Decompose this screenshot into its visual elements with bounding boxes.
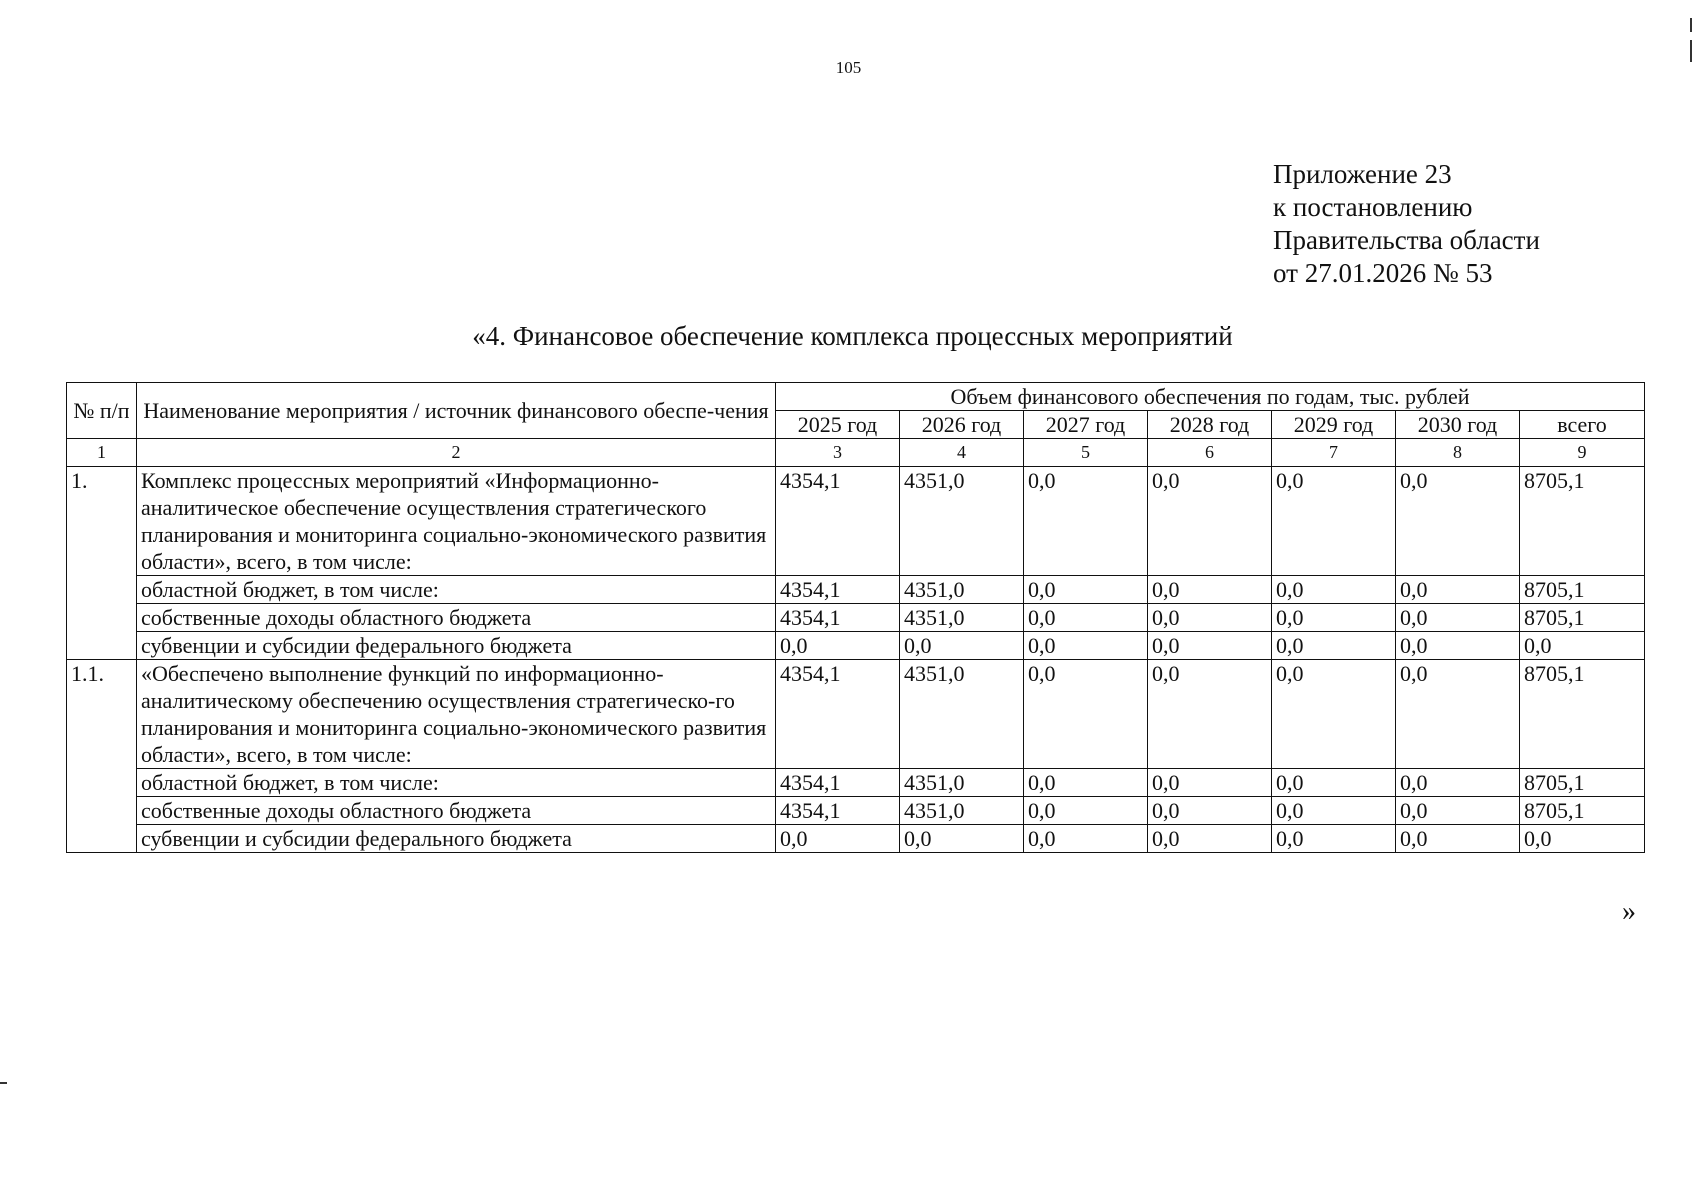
column-number: 9 — [1520, 439, 1645, 467]
column-number: 7 — [1272, 439, 1396, 467]
year-value: 0,0 — [1148, 797, 1272, 825]
year-value: 0,0 — [1148, 604, 1272, 632]
year-value: 0,0 — [1024, 632, 1148, 660]
year-value: 4354,1 — [776, 660, 900, 769]
column-number: 1 — [67, 439, 137, 467]
table-row — [67, 797, 1645, 825]
total-value: 8705,1 — [1520, 604, 1645, 632]
year-value: 0,0 — [1272, 797, 1396, 825]
table-row — [67, 467, 1645, 576]
year-value: 0,0 — [1148, 632, 1272, 660]
row-name: собственные доходы областного бюджета — [137, 604, 776, 632]
header-year: 2030 год — [1396, 411, 1520, 439]
year-value: 4351,0 — [900, 797, 1024, 825]
year-value: 0,0 — [1272, 769, 1396, 797]
year-value: 0,0 — [1272, 825, 1396, 853]
appendix-line: к постановлению — [1273, 192, 1473, 222]
year-value: 4351,0 — [900, 769, 1024, 797]
header-year: 2026 год — [900, 411, 1024, 439]
year-value: 0,0 — [1396, 467, 1520, 576]
year-value: 4354,1 — [776, 769, 900, 797]
year-value: 0,0 — [1272, 632, 1396, 660]
year-value: 4351,0 — [900, 660, 1024, 769]
year-value: 4354,1 — [776, 467, 900, 576]
total-value: 8705,1 — [1520, 467, 1645, 576]
row-name: областной бюджет, в том числе: — [137, 769, 776, 797]
total-value: 8705,1 — [1520, 797, 1645, 825]
year-value: 4354,1 — [776, 604, 900, 632]
column-number: 2 — [137, 439, 776, 467]
total-value: 8705,1 — [1520, 769, 1645, 797]
year-value: 0,0 — [1272, 604, 1396, 632]
scan-mark — [1690, 40, 1692, 62]
header-total: всего — [1520, 411, 1645, 439]
year-value: 0,0 — [1148, 576, 1272, 604]
year-value: 0,0 — [776, 632, 900, 660]
header-row — [67, 383, 1645, 411]
year-value: 0,0 — [1024, 825, 1148, 853]
header-year: 2029 год — [1272, 411, 1396, 439]
year-value: 0,0 — [1024, 604, 1148, 632]
header-no: № п/п — [67, 383, 137, 439]
column-number-row — [67, 439, 1645, 467]
total-value: 0,0 — [1520, 825, 1645, 853]
total-value: 8705,1 — [1520, 576, 1645, 604]
year-value: 0,0 — [900, 825, 1024, 853]
column-number: 8 — [1396, 439, 1520, 467]
year-value: 0,0 — [1396, 576, 1520, 604]
table-row — [67, 825, 1645, 853]
page-number: 105 — [835, 58, 862, 77]
year-value: 0,0 — [1396, 660, 1520, 769]
year-value: 0,0 — [1024, 576, 1148, 604]
row-number: 1.1. — [67, 660, 137, 853]
appendix-line: Правительства области — [1273, 225, 1540, 255]
table-row — [67, 769, 1645, 797]
header-volume: Объем финансового обеспечения по годам, тыс. рублей — [776, 383, 1645, 411]
scan-mark — [0, 1082, 7, 1084]
year-value: 0,0 — [1024, 467, 1148, 576]
year-value: 4354,1 — [776, 576, 900, 604]
year-value: 0,0 — [1024, 660, 1148, 769]
row-number: 1. — [67, 467, 137, 660]
year-value: 0,0 — [1148, 660, 1272, 769]
table-row — [67, 660, 1645, 769]
year-value: 0,0 — [1148, 769, 1272, 797]
year-value: 4351,0 — [900, 576, 1024, 604]
row-name: субвенции и субсидии федерального бюджета — [137, 825, 776, 853]
total-value: 8705,1 — [1520, 660, 1645, 769]
table-row — [67, 604, 1645, 632]
scan-mark — [1690, 18, 1692, 32]
header-name: Наименование мероприятия / источник финансового обеспе-чения — [137, 383, 776, 439]
year-value: 0,0 — [1396, 604, 1520, 632]
row-name: Комплекс процессных мероприятий «Информационно-аналитическое обеспечение осуществления стратегического планирования и мониторинга социально-экономического развития области», всего, в том числе: — [137, 467, 776, 576]
year-value: 0,0 — [1024, 769, 1148, 797]
row-name: субвенции и субсидии федерального бюджета — [137, 632, 776, 660]
appendix-line: Приложение 23 — [1273, 159, 1452, 189]
year-value: 4354,1 — [776, 797, 900, 825]
column-number: 4 — [900, 439, 1024, 467]
column-number: 6 — [1148, 439, 1272, 467]
year-value: 0,0 — [1272, 576, 1396, 604]
table-row — [67, 632, 1645, 660]
row-name: «Обеспечено выполнение функций по информационно-аналитическому обеспечению осуществления стратегическо-го планирования и мониторинга социально-экономического развития области», всего, в том числе: — [137, 660, 776, 769]
year-value: 0,0 — [1396, 769, 1520, 797]
header-year: 2027 год — [1024, 411, 1148, 439]
year-value: 0,0 — [1272, 660, 1396, 769]
year-value: 0,0 — [1396, 825, 1520, 853]
year-value: 0,0 — [1396, 632, 1520, 660]
table-row — [67, 576, 1645, 604]
year-value: 0,0 — [1024, 797, 1148, 825]
row-name: собственные доходы областного бюджета — [137, 797, 776, 825]
year-value: 4351,0 — [900, 604, 1024, 632]
year-value: 0,0 — [776, 825, 900, 853]
year-value: 0,0 — [1148, 467, 1272, 576]
total-value: 0,0 — [1520, 632, 1645, 660]
closing-quote: » — [1622, 896, 1636, 927]
year-value: 4351,0 — [900, 467, 1024, 576]
appendix-block — [1273, 158, 1540, 290]
column-number: 5 — [1024, 439, 1148, 467]
financing-table — [66, 382, 1645, 853]
header-year: 2028 год — [1148, 411, 1272, 439]
year-value: 0,0 — [1148, 825, 1272, 853]
column-number: 3 — [776, 439, 900, 467]
header-year: 2025 год — [776, 411, 900, 439]
year-value: 0,0 — [1396, 797, 1520, 825]
row-name: областной бюджет, в том числе: — [137, 576, 776, 604]
year-value: 0,0 — [900, 632, 1024, 660]
document-title: «4. Финансовое обеспечение комплекса процессных мероприятий — [472, 321, 1233, 351]
year-value: 0,0 — [1272, 467, 1396, 576]
appendix-line: от 27.01.2026 № 53 — [1273, 258, 1493, 288]
